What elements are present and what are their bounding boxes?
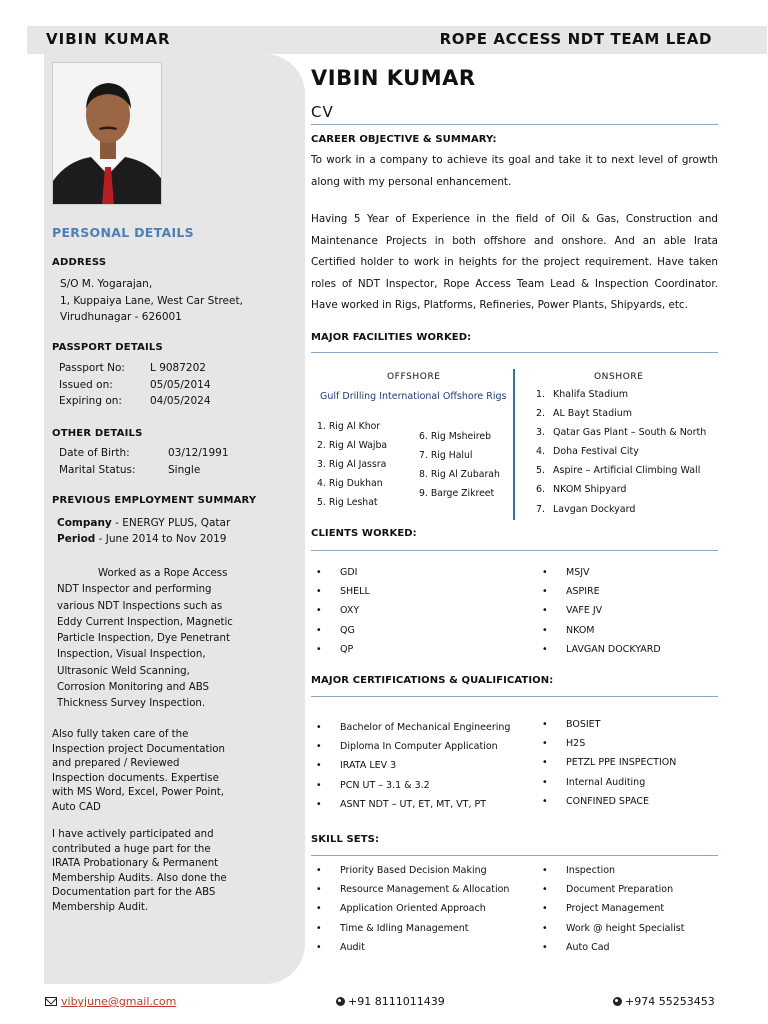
phone-icon (336, 997, 345, 1006)
employment-summary (57, 515, 230, 547)
list-item: • ASNT NDT – UT, ET, MT, VT, PT (316, 795, 510, 814)
skills-heading: SKILL SETS: (311, 834, 380, 845)
paragraph-line: and prepared / Reviewed (52, 758, 180, 769)
period-value: - June 2014 to Nov 2019 (95, 533, 227, 545)
list-item: • Audit (316, 938, 509, 957)
list-item: • Work @ height Specialist (542, 919, 684, 938)
clients-list-left (316, 563, 370, 659)
list-item: • MSJV (542, 563, 661, 582)
certs-list-right (542, 715, 676, 811)
phone-icon (613, 997, 622, 1006)
passport-label: Passport No: (59, 362, 125, 374)
paragraph-line: Membership Audit. (52, 901, 149, 913)
list-item: 7. Rig Halul (419, 450, 473, 461)
header-bar (27, 26, 767, 54)
list-item: • ASPIRE (542, 582, 661, 601)
list-item: • BOSIET (542, 715, 676, 734)
divider (311, 124, 718, 125)
paragraph-line: with MS Word, Excel, Power Point, (52, 787, 225, 798)
list-item: 1. Rig Al Khor (317, 421, 381, 432)
address-heading: ADDRESS (52, 257, 107, 268)
list-item: • CONFINED SPACE (542, 792, 676, 811)
certifications-heading: MAJOR CERTIFICATIONS & QUALIFICATION: (311, 675, 554, 686)
paragraph-line: various NDT Inspections such as (57, 600, 223, 612)
list-item: • Internal Auditing (542, 773, 676, 792)
address-block (60, 276, 243, 326)
other-label: Marital Status: (59, 463, 136, 476)
offshore-list-b (419, 427, 500, 503)
list-item: 7. Lavgan Dockyard (536, 503, 636, 515)
documentation-paragraph (52, 728, 225, 815)
list-item: • IRATA LEV 3 (316, 756, 510, 775)
paragraph-line: contributed a huge part for the (52, 843, 211, 855)
list-item: 6. Rig Msheireb (419, 431, 492, 442)
list-item: 3. Qatar Gas Plant – South & North (536, 427, 707, 439)
passport-value: 04/05/2024 (150, 395, 211, 407)
list-item: 5. Rig Leshat (317, 497, 378, 508)
personal-details-title: PERSONAL DETAILS (52, 225, 194, 240)
list-item: • OXY (316, 601, 370, 620)
list-item: • Resource Management & Allocation (316, 880, 509, 899)
list-item: • LAVGAN DOCKYARD (542, 640, 661, 659)
paragraph-line: Worked as a Rope Access (98, 568, 228, 579)
list-item: • PETZL PPE INSPECTION (542, 753, 676, 772)
other-value: 03/12/1991 (168, 447, 229, 459)
paragraph-line: NDT Inspector and performing (57, 584, 212, 596)
divider (311, 550, 718, 551)
passport-value: L 9087202 (150, 362, 206, 374)
objective-text: To work in a company to achieve its goal and take it to next level of growth along with my personal enhancement. (311, 154, 718, 188)
offshore-list-a (317, 417, 387, 512)
certs-list-left (316, 718, 510, 814)
list-item: 5. Aspire – Artificial Climbing Wall (536, 465, 701, 477)
envelope-icon (45, 997, 57, 1006)
address-line: S/O M. Yogarajan, (60, 278, 153, 290)
paragraph-line: Auto CAD (52, 801, 101, 813)
company-value: - ENERGY PLUS, Qatar (111, 517, 231, 529)
list-item: 8. Rig Al Zubarah (419, 469, 500, 480)
list-item: 2. AL Bayt Stadium (536, 408, 633, 420)
paragraph-line: Corrosion Monitoring and ABS (57, 682, 209, 694)
address-line: 1, Kuppaiya Lane, West Car Street, (60, 294, 243, 307)
list-item: • NKOM (542, 621, 661, 640)
list-item: • Application Oriented Approach (316, 899, 509, 918)
list-item: • Time & Idling Management (316, 919, 509, 938)
list-item: 4. Rig Dukhan (317, 478, 383, 489)
list-item: • Diploma In Computer Application (316, 737, 510, 756)
passport-label: Issued on: (59, 378, 113, 391)
footer-email (45, 995, 176, 1008)
other-details (59, 445, 229, 478)
list-item: • Inspection (542, 861, 684, 880)
experience-paragraph (57, 566, 233, 713)
paragraph-line: Membership Audits. Also done the (52, 872, 227, 884)
objective-heading: CAREER OBJECTIVE & SUMMARY: (311, 134, 497, 145)
skills-list-left (316, 861, 509, 957)
summary-text: Having 5 Year of Experience in the field of Oil & Gas, Construction and Maintenance Projects in both offshore and onshore. And an able Irata Certified holder to work in heights for the project requirement. Have taken roles of NDT Inspector, Rope Access Team Lead & Inspection Coordinator. Have worked in Rigs, Platforms, Refineries, Power Plants, Shipyards, etc. (311, 213, 718, 311)
passport-label: Expiring on: (59, 395, 122, 407)
column-separator (513, 369, 515, 520)
list-item: 3. Rig Al Jassra (317, 459, 387, 470)
list-item: • H2S (542, 734, 676, 753)
header-role: ROPE ACCESS NDT TEAM LEAD (439, 30, 712, 48)
profile-photo (52, 62, 162, 205)
list-item: 1. Khalifa Stadium (536, 389, 629, 400)
paragraph-line: Eddy Current Inspection, Magnetic (57, 616, 233, 628)
footer-phone-qatar (613, 995, 715, 1008)
other-details-heading: OTHER DETAILS (52, 428, 143, 439)
phone-number[interactable]: +974 55253453 (625, 995, 715, 1008)
list-item: • Project Management (542, 899, 684, 918)
list-item: 2. Rig Al Wajba (317, 440, 388, 451)
phone-number[interactable]: +91 8111011439 (348, 995, 445, 1008)
other-value: Single (168, 463, 201, 476)
list-item: • Document Preparation (542, 880, 684, 899)
paragraph-line: Particle Inspection, Dye Penetrant (57, 633, 231, 645)
list-item: • VAFE JV (542, 601, 661, 620)
list-item: • PCN UT – 3.1 & 3.2 (316, 776, 510, 795)
list-item: • Bachelor of Mechanical Engineering (316, 718, 510, 737)
paragraph-line: I have actively participated and (52, 829, 214, 840)
offshore-title: OFFSHORE (387, 372, 441, 382)
other-label: Date of Birth: (59, 447, 130, 459)
list-item: • SHELL (316, 582, 370, 601)
offshore-subtitle: Gulf Drilling International Offshore Rigs (320, 391, 507, 402)
list-item: • Auto Cad (542, 938, 684, 957)
onshore-title: ONSHORE (594, 372, 644, 382)
paragraph-line: Documentation part for the ABS (52, 887, 216, 898)
passport-heading: PASSPORT DETAILS (52, 342, 163, 353)
header-name: VIBIN KUMAR (46, 30, 171, 48)
period-label: Period (57, 533, 96, 545)
paragraph-line: IRATA Probationary & Permanent (52, 858, 219, 869)
skills-list-right (542, 861, 684, 957)
audit-paragraph (52, 828, 227, 915)
list-item: • QP (316, 640, 370, 659)
main-name: VIBIN KUMAR (311, 66, 476, 90)
divider (311, 352, 718, 353)
passport-details (59, 360, 211, 410)
clients-list-right (542, 563, 661, 659)
paragraph-line: Inspection, Visual Inspection, (57, 649, 206, 661)
paragraph-line: Inspection project Documentation (52, 743, 225, 755)
email-link[interactable]: vibyjune@gmail.com (61, 995, 177, 1008)
paragraph-line: Ultrasonic Weld Scanning, (57, 665, 190, 677)
list-item: • QG (316, 621, 370, 640)
employment-heading: PREVIOUS EMPLOYMENT SUMMARY (52, 495, 257, 506)
onshore-list (536, 385, 706, 519)
address-line: Virudhunagar - 626001 (60, 311, 182, 323)
cv-label: CV (311, 103, 334, 121)
list-item: 4. Doha Festival City (536, 446, 639, 458)
passport-value: 05/05/2014 (150, 378, 211, 391)
list-item: 9. Barge Zikreet (419, 488, 495, 499)
divider (311, 696, 718, 697)
facilities-heading: MAJOR FACILITIES WORKED: (311, 332, 472, 343)
clients-heading: CLIENTS WORKED: (311, 528, 417, 539)
footer-phone-india (336, 995, 445, 1008)
list-item: • Priority Based Decision Making (316, 861, 509, 880)
paragraph-line: Thickness Survey Inspection. (57, 698, 206, 710)
divider (311, 855, 718, 856)
list-item: 6. NKOM Shipyard (536, 484, 627, 496)
paragraph-line: Also fully taken care of the (52, 729, 189, 740)
company-label: Company (57, 517, 112, 529)
paragraph-line: Inspection documents. Expertise (52, 772, 219, 784)
list-item: • GDI (316, 563, 370, 582)
